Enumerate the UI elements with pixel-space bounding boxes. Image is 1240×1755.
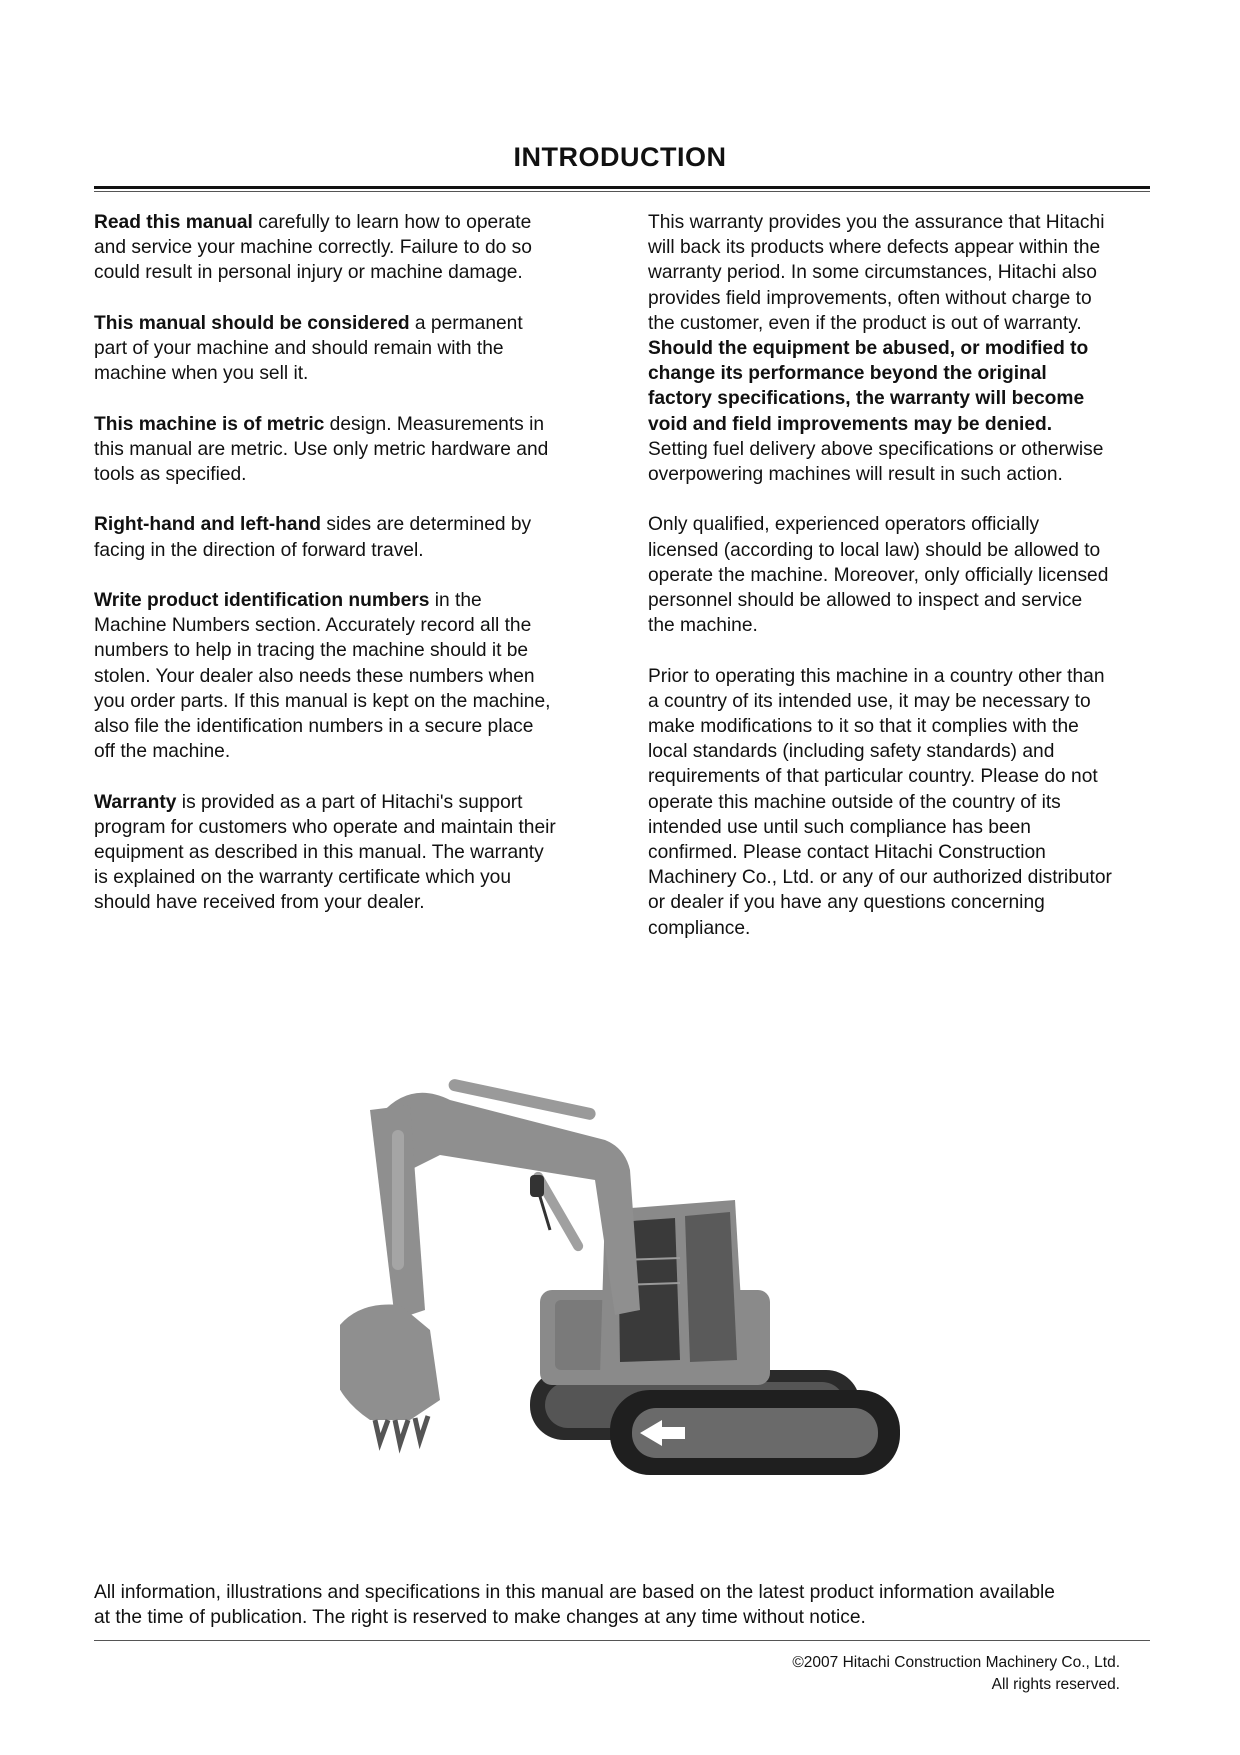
disclaimer-note: All information, illustrations and specifications in this manual are based on the latest product information available at the time of publication. The right is reserved to make changes at any time without notice. [94,1582,1055,1629]
paragraph-warranty: Warranty is provided as a part of Hitachi's support program for customers who operate and maintain their equipment as described in this manual. The warranty is explained on the warranty certificate which you should have received from your dealer. [94,791,556,914]
copyright-notice: ©2007 Hitachi Construction Machinery Co., Ltd. All rights reserved. [792,1654,1120,1693]
left-column [94,210,614,941]
paragraph-read-manual: Read this manual carefully to learn how to operate and service your machine correctly. Failure to do so could result in personal injury or machine damage. [94,212,532,284]
paragraph-warranty-assurance: This warranty provides you the assurance that Hitachi will back its products where defects appear within the warranty period. In some circumstances, Hitachi also provides field improvements, often without charge to the customer, even if the product is out of warranty. Should the equipment be abused, or modified to change its performance beyond the original factory specifications, the warranty will become void and field improvements may be denied. Setting fuel delivery above specifications or otherwise overpowering machines will result in such action. [648,212,1105,486]
paragraph-permanent-part: This manual should be considered a permanent part of your machine and should remain with the machine when you sell it. [94,312,523,385]
page-title: INTRODUCTION [513,142,727,172]
paragraph-metric-design: This machine is of metric design. Measurements in this manual are metric. Use only metric hardware and tools as specified. [94,413,549,485]
title-rule-thin [94,191,1150,192]
paragraph-qualified-operators: Only qualified, experienced operators officially licensed (according to local law) should be allowed to operate the machine. Moreover, only officially licensed personnel should be allowed to inspect and service the machine. [648,514,1109,637]
excavator-illustration [340,1070,900,1510]
paragraph-right-left-hand: Right-hand and left-hand sides are determined by facing in the direction of forward travel. [94,514,532,561]
footer-rule [94,1640,1150,1641]
bucket [340,1304,440,1444]
front-track [610,1390,900,1475]
title-rule-thick [94,186,1150,189]
right-column [648,210,1158,966]
paragraph-identification-numbers: Write product identification numbers in the Machine Numbers section. Accurately record all the numbers to help in tracing the machine should it be stolen. Your dealer also needs these numbers when you order parts. If this manual is kept on the machine, also file the identification numbers in a secure place off the machine. [94,589,551,763]
paragraph-country-compliance: Prior to operating this machine in a country other than a country of its intended use, it may be necessary to make modifications to it so that it complies with the local standards (including safety standards) and requirements of that particular country. Please do not operate this machine outside of the country of its intended use until such compliance has been confirmed. Please contact Hitachi Construction Machinery Co., Ltd. or any of our authorized distributor or dealer if you have any questions concerning compliance. [648,665,1112,939]
